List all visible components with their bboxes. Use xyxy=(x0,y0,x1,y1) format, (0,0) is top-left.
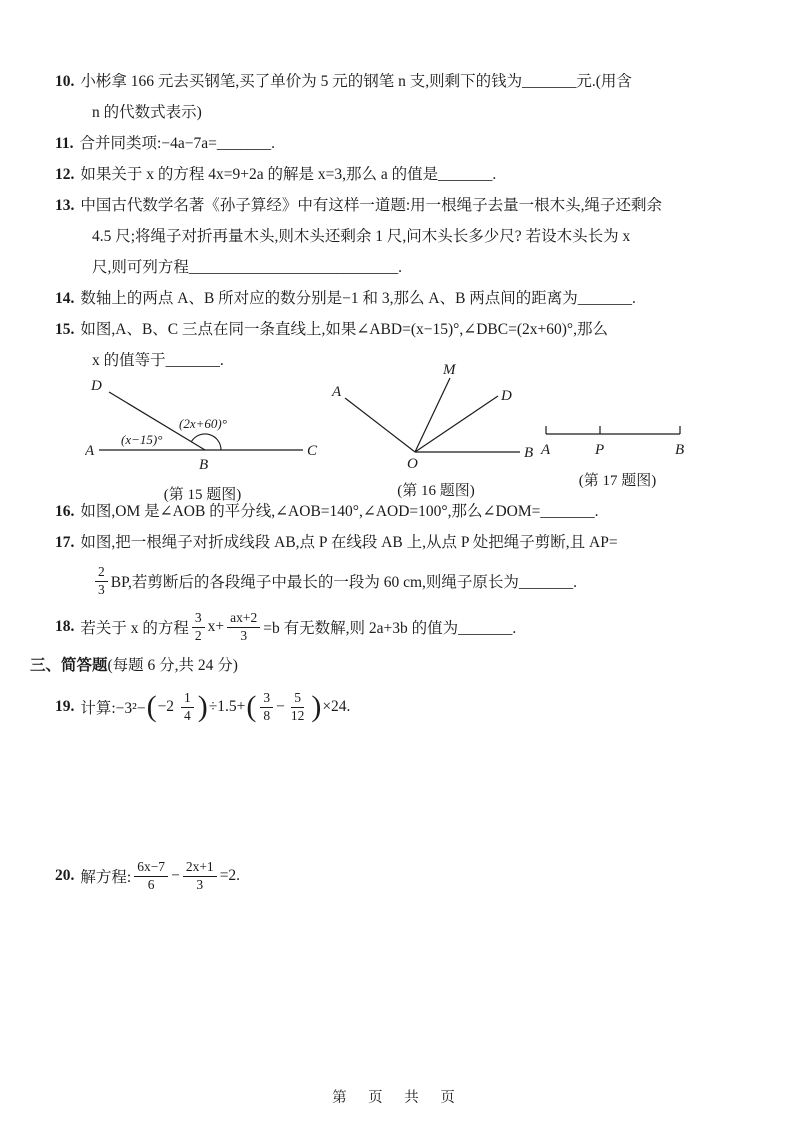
question-17-line-1 xyxy=(0,527,793,558)
question-11-number: 11. xyxy=(55,135,74,152)
fraction-2-3 xyxy=(95,564,108,597)
question-13-text-cont: 4.5 尺;将绳子对折再量木头,则木头还剩余 1 尺,问木头长多少尺? 若设木头长为 x xyxy=(92,228,631,245)
question-19-text-pre: 计算:−3²− xyxy=(80,700,146,717)
question-12-number: 12. xyxy=(55,166,75,183)
question-18 xyxy=(0,604,793,650)
question-19-number: 19. xyxy=(55,698,75,715)
question-19-line-1 xyxy=(0,681,793,733)
question-17 xyxy=(0,527,793,604)
point-label-D: D xyxy=(501,388,512,404)
question-20 xyxy=(0,851,793,901)
fraction-3-8 xyxy=(260,690,273,723)
fraction-numerator: 2x+1 xyxy=(183,859,217,876)
question-11-text: 合并同类项:−4a−7a=_______. xyxy=(79,135,275,152)
question-14-line-1 xyxy=(0,283,793,314)
open-paren: ( xyxy=(146,690,157,723)
fraction-3-2 xyxy=(192,610,205,643)
ray-OD xyxy=(415,396,498,452)
fraction-numerator: 5 xyxy=(291,690,304,707)
fraction-denominator: 6 xyxy=(147,876,155,892)
open-paren: ( xyxy=(246,690,257,723)
minus-sign: − xyxy=(171,867,180,884)
fraction-numerator: ax+2 xyxy=(227,610,260,627)
figure-15-diagram xyxy=(85,376,320,476)
question-10 xyxy=(0,66,793,128)
angle-label-DBC: (2x+60)° xyxy=(179,416,227,431)
point-label-D: D xyxy=(91,378,102,394)
question-12 xyxy=(0,159,793,190)
point-label-C: C xyxy=(307,443,318,459)
question-10-number: 10. xyxy=(55,73,75,90)
fraction-denominator: 3 xyxy=(196,876,204,892)
question-17-text: 如图,把一根绳子对折成线段 AB,点 P 在线段 AB 上,从点 P 处把绳子剪断,且 AP= xyxy=(80,534,618,551)
question-16-text: 如图,OM 是∠AOB 的平分线,∠AOB=140°,∠AOD=100°,那么∠DOM=_______. xyxy=(80,503,599,520)
point-label-B: B xyxy=(524,445,534,461)
question-10-text: 小彬拿 166 元去买钢笔,买了单价为 5 元的钢笔 n 支,则剩下的钱为_______元.(用含 xyxy=(80,73,632,90)
fraction-numerator: 2 xyxy=(95,564,108,581)
figure-16-caption: (第 16 题图) xyxy=(397,483,475,499)
question-19-text-post: ×24. xyxy=(322,698,351,715)
question-18-text-pre: 若关于 x 的方程 xyxy=(80,620,189,637)
angle-arc-B xyxy=(191,434,221,450)
fraction-1-4 xyxy=(181,690,194,723)
question-13-text: 中国古代数学名著《孙子算经》中有这样一道题:用一根绳子去量一根木头,绳子还剩余 xyxy=(80,197,663,214)
question-15-line-1 xyxy=(0,314,793,345)
question-20-line-1 xyxy=(0,851,793,901)
fraction-numerator: 6x−7 xyxy=(134,859,168,876)
question-14-text: 数轴上的两点 A、B 所对应的数分别是−1 和 3,那么 A、B 两点间的距离为_______. xyxy=(80,290,636,307)
point-label-A: A xyxy=(85,443,95,459)
close-paren: ) xyxy=(197,690,208,723)
question-12-line-1 xyxy=(0,159,793,190)
question-13-line-2 xyxy=(0,221,793,252)
question-18-number: 18. xyxy=(55,618,75,635)
question-11-line-1 xyxy=(0,128,793,159)
fraction-ax2-3 xyxy=(227,610,260,643)
fraction-2x1-3 xyxy=(183,859,217,892)
question-17-number: 17. xyxy=(55,534,75,551)
fraction-denominator: 3 xyxy=(98,581,105,597)
angle-label-ABD: (x−15)° xyxy=(121,432,163,447)
point-label-O: O xyxy=(407,456,418,472)
point-label-M: M xyxy=(443,362,456,378)
question-15-text-cont: x 的值等于_______. xyxy=(92,352,224,369)
ray-OA xyxy=(345,398,415,452)
question-13-number: 13. xyxy=(55,197,75,214)
point-label-P: P xyxy=(595,442,605,458)
section-3-points: (每题 6 分,共 24 分) xyxy=(107,657,238,674)
question-20-number: 20. xyxy=(55,867,75,884)
question-18-line-1 xyxy=(0,604,793,650)
page-footer: 第 页 共 页 xyxy=(332,1090,461,1106)
close-paren: ) xyxy=(311,690,322,723)
figure-16-diagram xyxy=(330,360,542,472)
fraction-numerator: 3 xyxy=(192,610,205,627)
question-17-text-cont: BP,若剪断后的各段绳子中最长的一段为 60 cm,则绳子原长为_______. xyxy=(110,574,578,591)
question-10-line-2 xyxy=(0,97,793,128)
fraction-denominator: 2 xyxy=(194,627,202,643)
minus-sign: − xyxy=(276,698,285,715)
question-13-line-1 xyxy=(0,190,793,221)
fraction-numerator: 3 xyxy=(260,690,273,707)
question-15-number: 15. xyxy=(55,321,75,338)
question-10-line-1 xyxy=(0,66,793,97)
fraction-5-12 xyxy=(288,690,308,723)
question-17-line-2 xyxy=(0,558,793,604)
figure-17 xyxy=(540,404,695,490)
figure-17-diagram xyxy=(540,404,695,462)
fraction-denominator: 3 xyxy=(240,627,248,643)
question-13 xyxy=(0,190,793,283)
question-13-line-3 xyxy=(0,252,793,283)
fraction-numerator: 1 xyxy=(181,690,194,707)
fraction-denominator: 8 xyxy=(263,707,271,723)
figure-17-caption: (第 17 题图) xyxy=(578,473,657,489)
question-14-number: 14. xyxy=(55,290,75,307)
section-3-header xyxy=(0,650,793,681)
question-16-number: 16. xyxy=(55,503,75,520)
figure-16 xyxy=(330,360,542,500)
question-12-text: 如果关于 x 的方程 4x=9+2a 的解是 x=3,那么 a 的值是_______. xyxy=(80,166,497,183)
point-label-B: B xyxy=(675,442,685,458)
section-3-title: 三、简答题 xyxy=(30,657,108,674)
question-11 xyxy=(0,128,793,159)
figure-15 xyxy=(85,376,320,504)
question-13-text-cont2: 尺,则可列方程___________________________. xyxy=(92,259,403,276)
question-20-text-pre: 解方程: xyxy=(80,869,132,886)
point-label-B: B xyxy=(199,457,209,473)
question-15-text: 如图,A、B、C 三点在同一条直线上,如果∠ABD=(x−15)°,∠DBC=(2x+60)°,那么 xyxy=(80,321,608,338)
fraction-6x7-6 xyxy=(134,859,168,892)
fraction-denominator: 4 xyxy=(183,707,191,723)
question-18-text-mid: x+ xyxy=(207,618,225,635)
question-19 xyxy=(0,681,793,733)
question-19-text-mid: ÷1.5+ xyxy=(208,698,246,715)
question-18-text-post: =b 有无数解,则 2a+3b 的值为_______. xyxy=(263,620,517,637)
point-label-A: A xyxy=(541,442,551,458)
figures-row xyxy=(0,362,793,503)
question-19-mixed-number: −2 xyxy=(157,698,178,715)
question-14 xyxy=(0,283,793,314)
fraction-denominator: 12 xyxy=(290,707,305,723)
point-label-A: A xyxy=(332,384,342,400)
question-20-text-post: =2. xyxy=(219,867,241,884)
figure-15-caption: (第 15 题图) xyxy=(163,487,242,503)
question-10-text-cont: n 的代数式表示) xyxy=(92,104,202,121)
